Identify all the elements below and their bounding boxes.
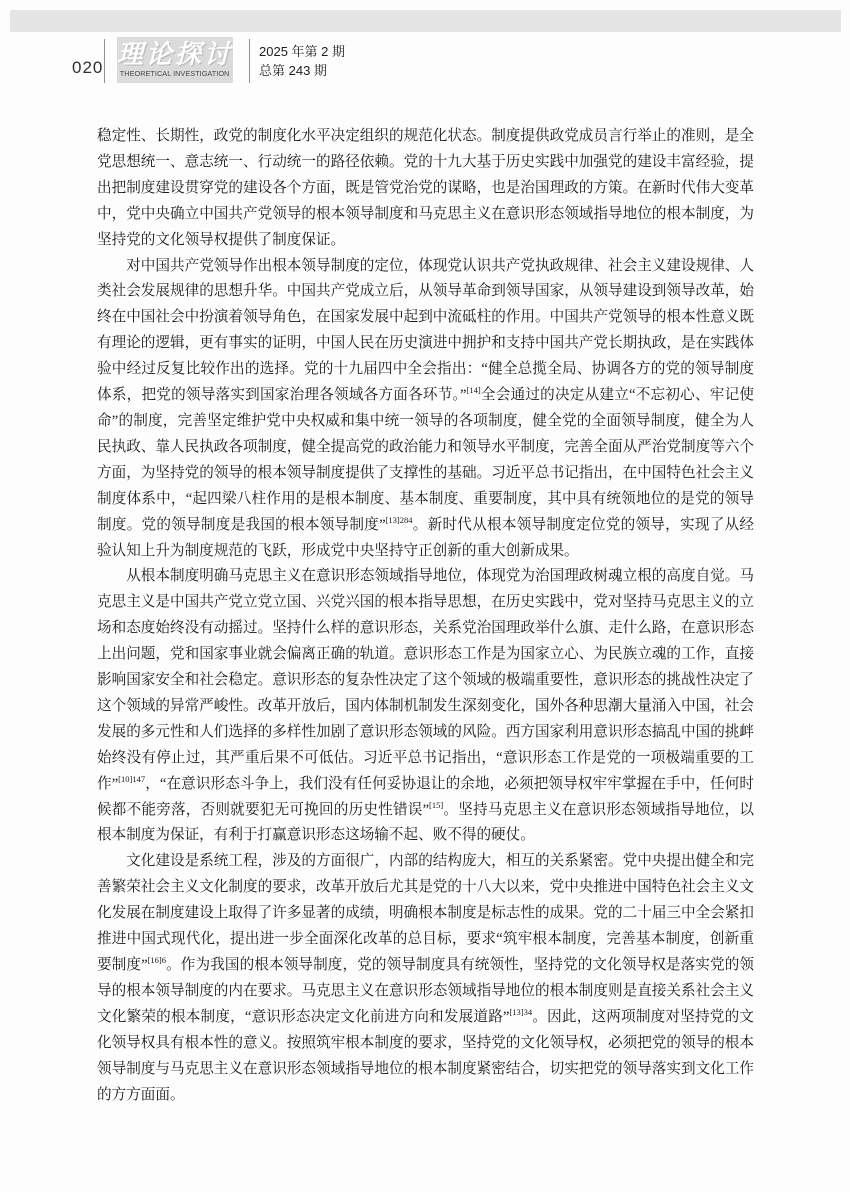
text-run: 。作为我国的根本领导制度，党的领导制度具有统领性，坚持党的文化领导权是落实党的领导的根本领导制度的内在要求。马克思主义在意识形态领域指导地位的根本制度则是直接关系社会主义文化繁荣的根本制度，“意识形态决定文化前进方向和发展道路” (97, 957, 754, 1025)
text-run: ，“在意识形态斗争上，我们没有任何妥协退让的余地，必须把领导权牢牢掌握在手中，任何时候都不能旁落，否则就要犯无可挽回的历史性错误” (97, 775, 754, 818)
text-run: 。新时代从根本领导制度定位党的领导，实现了从经验认知上升为制度规范的飞跃，形成党中央坚持守正创新的重大创新成果。 (97, 516, 754, 559)
text-run: 文化建设是系统工程，涉及的方面很广，内部的结构庞大，相互的关系紧密。党中央提出健全和完善繁荣社会主义文化制度的要求，改革开放后尤其是党的十八大以来，党中央推进中国特色社会主义文化发展在制度建设上取得了许多显著的成绩，明确根本制度是标志性的成果。党的二十届三中全会紧扣推进中国式现代化，提出进一步全面深化改革的总目标，要求“筑牢根本制度，完善基本制度，创新重要制度” (97, 853, 754, 973)
header-divider-left (104, 39, 105, 83)
text-run: 稳定性、长期性，政党的制度化水平决定组织的规范化状态。制度提供政党成员言行举止的准则，是全党思想统一、意志统一、行动统一的路径依赖。党的十九大基于历史实践中加强党的建设丰富经验，提出把制度建设贯穿党的建设各个方面，既是管党治党的谋略，也是治国理政的方策。在新时代伟大变革中，党中央确立中国共产党领导的根本领导制度和马克思主义在意识形态领域指导地位的根本制度，为坚持党的文化领导权提供了制度保证。 (97, 128, 754, 248)
header-divider-right (249, 39, 250, 83)
text-run: 。因此，这两项制度对坚持党的文化领导权具有根本性的意义。按照筑牢根本制度的要求，坚持党的文化领导权，必须把党的领导的根本领导制度与马克思主义在意识形态领域指导地位的根本制度紧密结合，切实把党的领导落实到文化工作的方方面面。 (97, 1008, 754, 1103)
citation-ref: [13]34 (509, 1006, 533, 1017)
page-number: 020 (72, 58, 104, 77)
citation-ref: [14] (466, 385, 481, 396)
citation-ref: [15] (429, 799, 444, 810)
paragraph (97, 124, 754, 254)
issue-year-number: 2025 年第 2 期 (259, 44, 345, 59)
journal-logo-cn: 理论探讨 (117, 40, 233, 70)
text-run: 对中国共产党领导作出根本领导制度的定位，体现党认识共产党执政规律、社会主义建设规律、人类社会发展规律的思想升华。中国共产党成立后，从领导革命到领导国家，从领导建设到领导改革，始终在中国社会中扮演着领导角色，在国家发展中起到中流砥柱的作用。中国共产党领导的根本性意义既有理论的逻辑，更有事实的证明，中国人民在历史演进中拥护和支持中国共产党长期执政，是在实践体验中经过反复比较作出的选择。党的十九届四中全会指出：“健全总揽全局、协调各方的党的领导制度体系，把党的领导落实到国家治理各领域各方面各环节。” (97, 257, 754, 404)
text-run: 。坚持马克思主义在意识形态领域指导地位，以根本制度为保证，有利于打赢意识形态这场输不起、败不得的硬仗。 (97, 801, 754, 844)
paragraph (97, 254, 754, 565)
text-run: 从根本制度明确马克思主义在意识形态领域指导地位，体现党为治国理政树魂立根的高度自觉。马克思主义是中国共产党立党立国、兴党兴国的根本指导思想，在历史实践中，党对坚持马克思主义的立场和态度始终没有动摇过。坚持什么样的意识形态，关系党治国理政举什么旗、走什么路，在意识形态上出问题，党和国家事业就会偏离正确的轨道。意识形态工作是为国家立心、为民族立魂的工作，直接影响国家安全和社会稳定。意识形态的复杂性决定了这个领域的极端重要性，意识形态的挑战性决定了这个领域的异常严峻性。改革开放后，国内体制机制发生深刻变化，国外各种思潮大量涌入中国，社会发展的多元性和人们选择的多样性加剧了意识形态领域的风险。西方国家利用意识形态搞乱中国的挑衅始终没有停止过，其严重后果不可低估。习近平总书记指出，“意识形态工作是党的一项极端重要的工作” (97, 568, 754, 792)
text-run: 全会通过的决定从建立“不忘初心、牢记使命”的制度，完善坚定维护党中央权威和集中统一领导的各项制度，健全党的全面领导制度，健全为人民执政、靠人民执政各项制度，健全提高党的政治能力和领导水平制度，完善全面从严治党制度等六个方面，为坚持党的领导的根本领导制度提供了支撑性的基础。习近平总书记指出，在中国特色社会主义制度体系中，“起四梁八柱作用的是根本制度、基本制度、重要制度，其中具有统领地位的是党的领导制度。党的领导制度是我国的根本领导制度” (97, 387, 754, 533)
header-band (10, 10, 841, 32)
issue-info (259, 42, 345, 80)
paragraph (97, 849, 754, 1108)
journal-logo (117, 37, 233, 83)
journal-logo-en: THEORETICAL INVESTIGATION (120, 69, 230, 78)
citation-ref: [10]147 (118, 773, 146, 784)
article-body (97, 124, 754, 1108)
paragraph (97, 564, 754, 849)
citation-ref: [16]6 (147, 955, 166, 966)
issue-total-number: 总第 243 期 (259, 63, 327, 78)
citation-ref: [13]284 (385, 514, 413, 525)
